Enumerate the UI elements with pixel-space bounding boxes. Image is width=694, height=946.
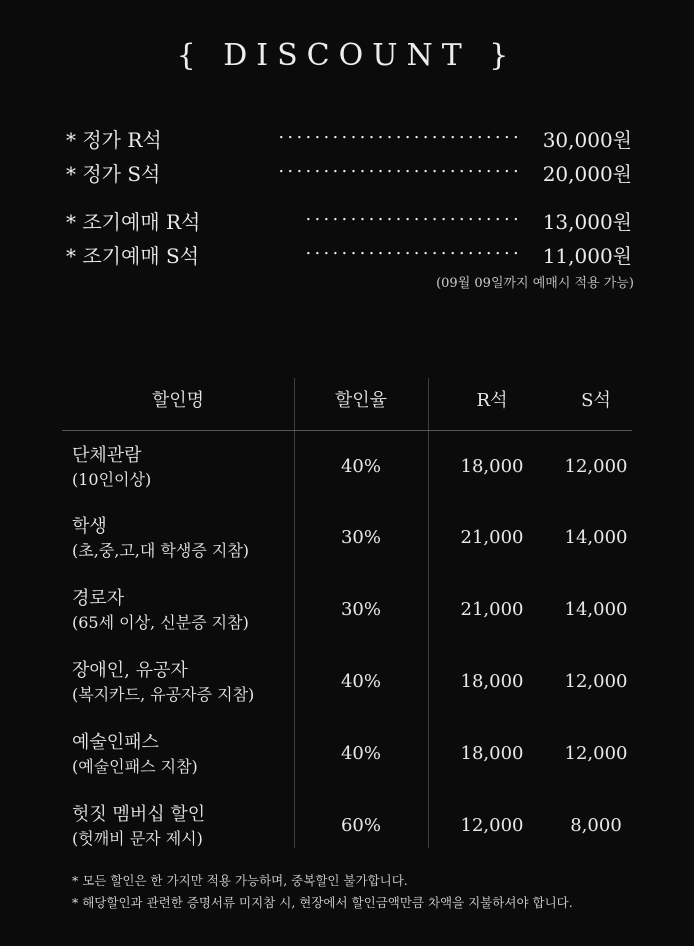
discount-rate: 30% [340, 527, 381, 548]
price-label: * 정가 R석 [66, 128, 162, 152]
discount-name-cell [72, 444, 151, 492]
table-header [62, 378, 632, 431]
table-row [62, 444, 632, 516]
price-value: 11,000원 [542, 244, 632, 268]
r-seat-price: 18,000 [460, 456, 524, 477]
header-discount-rate: 할인율 [334, 390, 388, 411]
dot-leader: ........................ [305, 204, 522, 225]
s-seat-price: 8,000 [570, 815, 622, 836]
discount-rate: 40% [340, 743, 381, 764]
discount-name-cell [72, 515, 249, 563]
r-seat-price: 18,000 [460, 671, 524, 692]
discount-name-cell [72, 803, 205, 851]
r-seat-price: 18,000 [460, 743, 524, 764]
discount-rate: 40% [340, 456, 381, 477]
r-seat-price: 21,000 [460, 599, 524, 620]
discount-name-cell [72, 731, 198, 779]
s-seat-price: 14,000 [564, 599, 628, 620]
dot-leader: ........................... [278, 156, 522, 177]
r-seat-price: 12,000 [460, 815, 524, 836]
table-row [62, 587, 632, 659]
price-row-early-s [66, 240, 632, 270]
s-seat-price: 12,000 [564, 671, 628, 692]
s-seat-price: 12,000 [564, 456, 628, 477]
discount-condition: (복지카드, 유공자증 지참) [72, 685, 255, 704]
discount-condition: (10인이상) [72, 470, 152, 489]
discount-table [62, 378, 632, 848]
discount-condition: (초,중,고,대 학생증 지참) [72, 541, 250, 560]
table-row [62, 731, 632, 803]
price-row-regular-s [66, 158, 632, 188]
discount-rate: 40% [340, 671, 381, 692]
dot-leader: ........................ [305, 238, 522, 259]
price-value: 13,000원 [542, 210, 632, 234]
table-row [62, 515, 632, 587]
discount-name: 헛짓 멤버십 할인 [72, 804, 206, 825]
discount-name: 장애인, 유공자 [72, 660, 188, 681]
footnote: * 모든 할인은 한 가지만 적용 가능하며, 중복할인 불가합니다. [72, 873, 408, 888]
price-label: * 정가 S석 [66, 162, 161, 186]
footnotes [72, 870, 573, 914]
discount-rate: 60% [340, 815, 381, 836]
discount-condition: (예술인패스 지참) [72, 757, 198, 776]
header-discount-name: 할인명 [151, 390, 205, 411]
price-label: * 조기예매 R석 [66, 210, 201, 234]
r-seat-price: 21,000 [460, 527, 524, 548]
price-label: * 조기예매 S석 [66, 244, 200, 268]
discount-name-cell [72, 659, 254, 707]
price-row-early-r [66, 206, 632, 236]
table-row [62, 803, 632, 875]
discount-name: 학생 [72, 516, 107, 537]
dot-leader: ........................... [278, 122, 522, 143]
discount-name: 경로자 [72, 588, 125, 609]
discount-name: 예술인패스 [72, 732, 159, 753]
discount-condition: (헛깨비 문자 제시) [72, 829, 203, 848]
price-value: 30,000원 [542, 128, 632, 152]
s-seat-price: 12,000 [564, 743, 628, 764]
price-value: 20,000원 [542, 162, 632, 186]
table-row [62, 659, 632, 731]
discount-condition: (65세 이상, 신분증 지참) [72, 613, 249, 632]
page-title: { DISCOUNT } [176, 38, 518, 73]
s-seat-price: 14,000 [564, 527, 628, 548]
price-row-regular-r [66, 124, 632, 154]
discount-name: 단체관람 [72, 445, 142, 466]
discount-name-cell [72, 587, 249, 635]
header-r-seat: R석 [476, 390, 508, 411]
discount-rate: 30% [340, 599, 381, 620]
early-booking-note: (09월 09일까지 예매시 적용 가능) [436, 276, 634, 291]
footnote: * 해당할인과 관련한 증명서류 미지참 시, 현장에서 할인금액만큼 차액을 지불하셔야 합니다. [72, 895, 573, 910]
header-s-seat: S석 [581, 390, 611, 411]
